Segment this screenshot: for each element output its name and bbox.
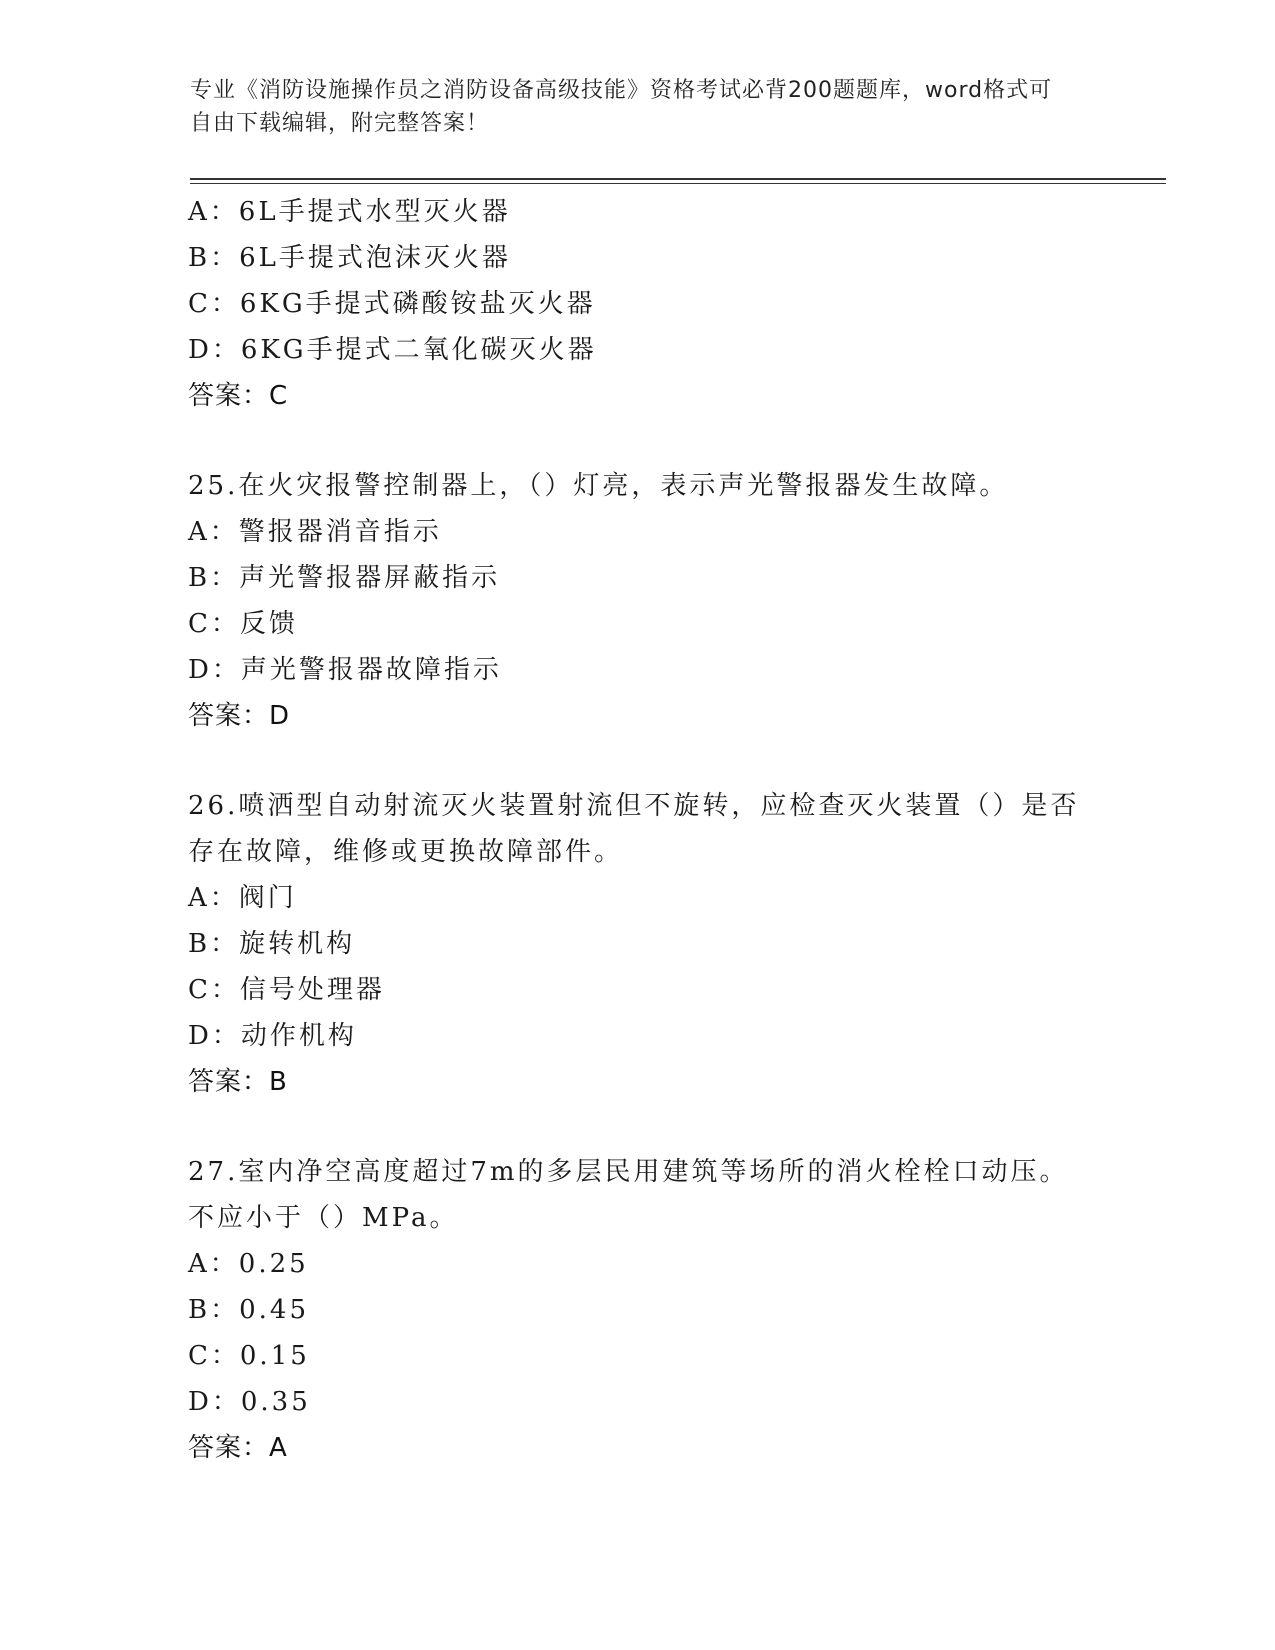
option-b: B：0.45 (188, 1295, 309, 1325)
question-26 (188, 783, 1088, 1105)
header-divider-thick (190, 178, 1166, 180)
option-c: C：0.15 (188, 1341, 310, 1371)
option-c: C：反馈 (188, 609, 298, 639)
option-c: C：信号处理器 (188, 975, 385, 1005)
document-header: 专业《消防设施操作员之消防设备高级技能》资格考试必背200题题库，word格式可自由下载编辑，附完整答案！ (190, 78, 1053, 136)
spacer (188, 739, 1088, 783)
spacer (188, 419, 1088, 463)
option-a: A：0.25 (188, 1249, 309, 1279)
option-a: A：6L手提式水型灭火器 (188, 197, 511, 227)
option-d: D：声光警报器故障指示 (188, 655, 502, 685)
question-25 (188, 463, 1088, 739)
option-a: A：阀门 (188, 883, 297, 913)
question-text-line-2: 不应小于（）MPa。 (188, 1203, 459, 1233)
answer: 答案：D (188, 701, 291, 731)
question-text-line-2: 存在故障，维修或更换故障部件。 (188, 837, 624, 867)
option-b: B：6L手提式泡沫灭火器 (188, 243, 511, 273)
option-c: C：6KG手提式磷酸铵盐灭火器 (188, 289, 596, 319)
question-text: 25.在火灾报警控制器上，（）灯亮，表示声光警报器发生故障。 (188, 471, 1009, 501)
question-27 (188, 1149, 1088, 1471)
answer: 答案：A (188, 1433, 288, 1463)
option-d: D：0.35 (188, 1387, 311, 1417)
header-divider-thin (190, 183, 1166, 184)
question-text-line-1: 26.喷洒型自动射流灭火装置射流但不旋转，应检查灭火装置（）是否 (188, 791, 1080, 821)
spacer (188, 1105, 1088, 1149)
option-a: A：警报器消音指示 (188, 517, 442, 547)
answer: 答案：B (188, 1067, 288, 1097)
answer: 答案：C (188, 381, 289, 411)
option-d: D：6KG手提式二氧化碳灭火器 (188, 335, 597, 365)
question-text-line-1: 27.室内净空高度超过7m的多层民用建筑等场所的消火栓栓口动压。 (188, 1157, 1069, 1187)
option-d: D：动作机构 (188, 1021, 357, 1051)
option-b: B：旋转机构 (188, 929, 356, 959)
question-24 (188, 189, 1088, 419)
option-b: B：声光警报器屏蔽指示 (188, 563, 501, 593)
question-list (188, 189, 1088, 1471)
